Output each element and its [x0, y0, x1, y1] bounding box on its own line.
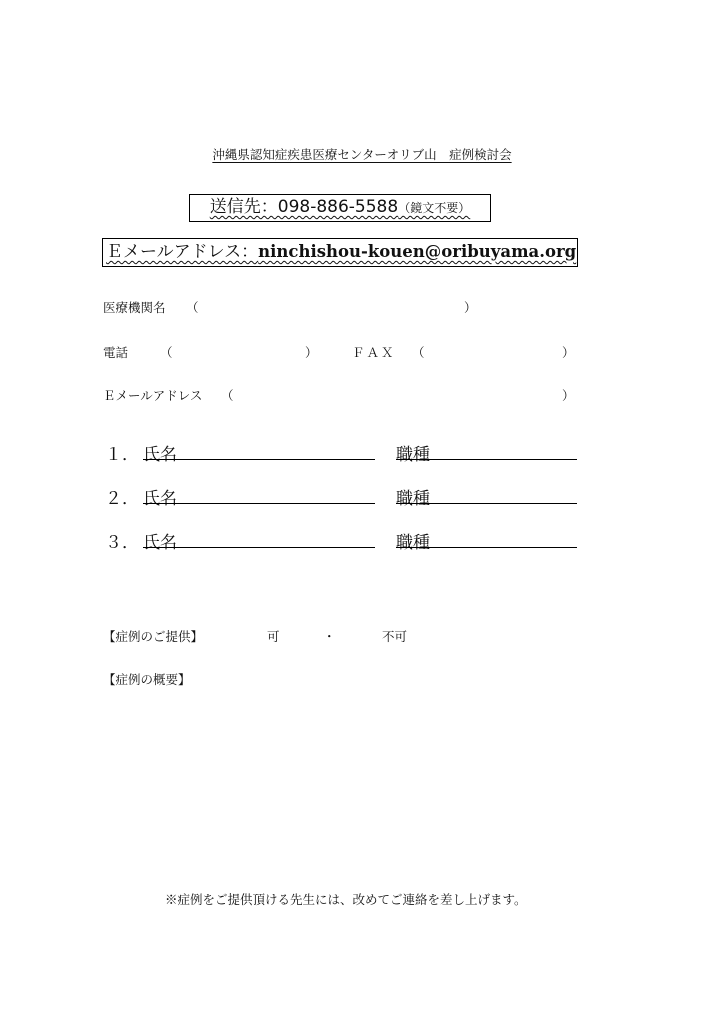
attendee-1-job-underline [396, 459, 577, 460]
attendee-2-name-underline [143, 503, 375, 504]
email-destination-label: Ｅメールアドレス： [106, 242, 259, 262]
attendee-3-name-label: 氏名 [143, 533, 177, 553]
attendee-2-job-field[interactable] [438, 484, 576, 504]
case-provision-option-no[interactable]: 不可 [382, 629, 408, 644]
fax-destination-box [189, 194, 491, 222]
attendee-2-name-field[interactable] [185, 484, 375, 504]
phone-field[interactable] [180, 339, 305, 361]
email-destination-box [102, 238, 578, 267]
fax-field[interactable] [432, 339, 562, 361]
attendee-1-name-underline [143, 459, 375, 460]
attendee-3-name-underline [143, 547, 375, 548]
attendee-3-name-field[interactable] [185, 528, 375, 548]
institution-close-paren: ） [464, 300, 477, 315]
fax-label: ＦＡＸ [352, 345, 396, 360]
institution-name-field[interactable] [205, 294, 465, 316]
attendee-3-job-label: 職種 [396, 533, 430, 553]
case-provision-separator: ・ [323, 629, 336, 644]
phone-open-paren: （ [160, 345, 173, 360]
fax-close-paren: ） [562, 345, 575, 360]
footer-note: ※症例をご提供頂ける先生には、改めてご連絡を差し上げます。 [165, 892, 527, 907]
attendee-2-number: ２． [105, 489, 139, 509]
institution-open-paren: （ [186, 300, 199, 315]
fax-destination-label: 送信先：098-886-5588 [209, 197, 399, 217]
attendee-1-job-label: 職種 [396, 445, 430, 465]
case-provision-option-yes[interactable]: 可 [267, 629, 280, 644]
case-summary-area[interactable] [103, 695, 577, 865]
attendee-2-job-underline [396, 503, 577, 504]
attendee-3-job-field[interactable] [438, 528, 576, 548]
attendee-1-name-label: 氏名 [143, 445, 177, 465]
email-close-paren: ） [562, 388, 575, 403]
email-label: Ｅメールアドレス [103, 388, 203, 403]
attendee-1-job-field[interactable] [438, 440, 576, 460]
phone-close-paren: ） [305, 345, 318, 360]
case-provision-label: 【症例のご提供】 [103, 629, 204, 644]
attendee-1-name-field[interactable] [185, 440, 375, 460]
attendee-2-name-label: 氏名 [143, 489, 177, 509]
attendee-3-number: ３． [105, 533, 139, 553]
fax-open-paren: （ [412, 345, 425, 360]
page-title: 沖縄県認知症疾患医療センターオリブ山 症例検討会 [212, 147, 512, 162]
attendee-2-job-label: 職種 [396, 489, 430, 509]
attendee-1-number: １． [105, 445, 139, 465]
email-field[interactable] [240, 382, 562, 404]
institution-label: 医療機関名 [103, 300, 166, 315]
phone-label: 電話 [103, 345, 129, 360]
email-open-paren: （ [221, 388, 234, 403]
attendee-3-job-underline [396, 547, 577, 548]
fax-destination-note: （鏡文不要） [398, 201, 471, 215]
email-destination-address: ninchishou-kouen@oribuyama.org [258, 242, 577, 261]
case-summary-label: 【症例の概要】 [103, 672, 191, 687]
